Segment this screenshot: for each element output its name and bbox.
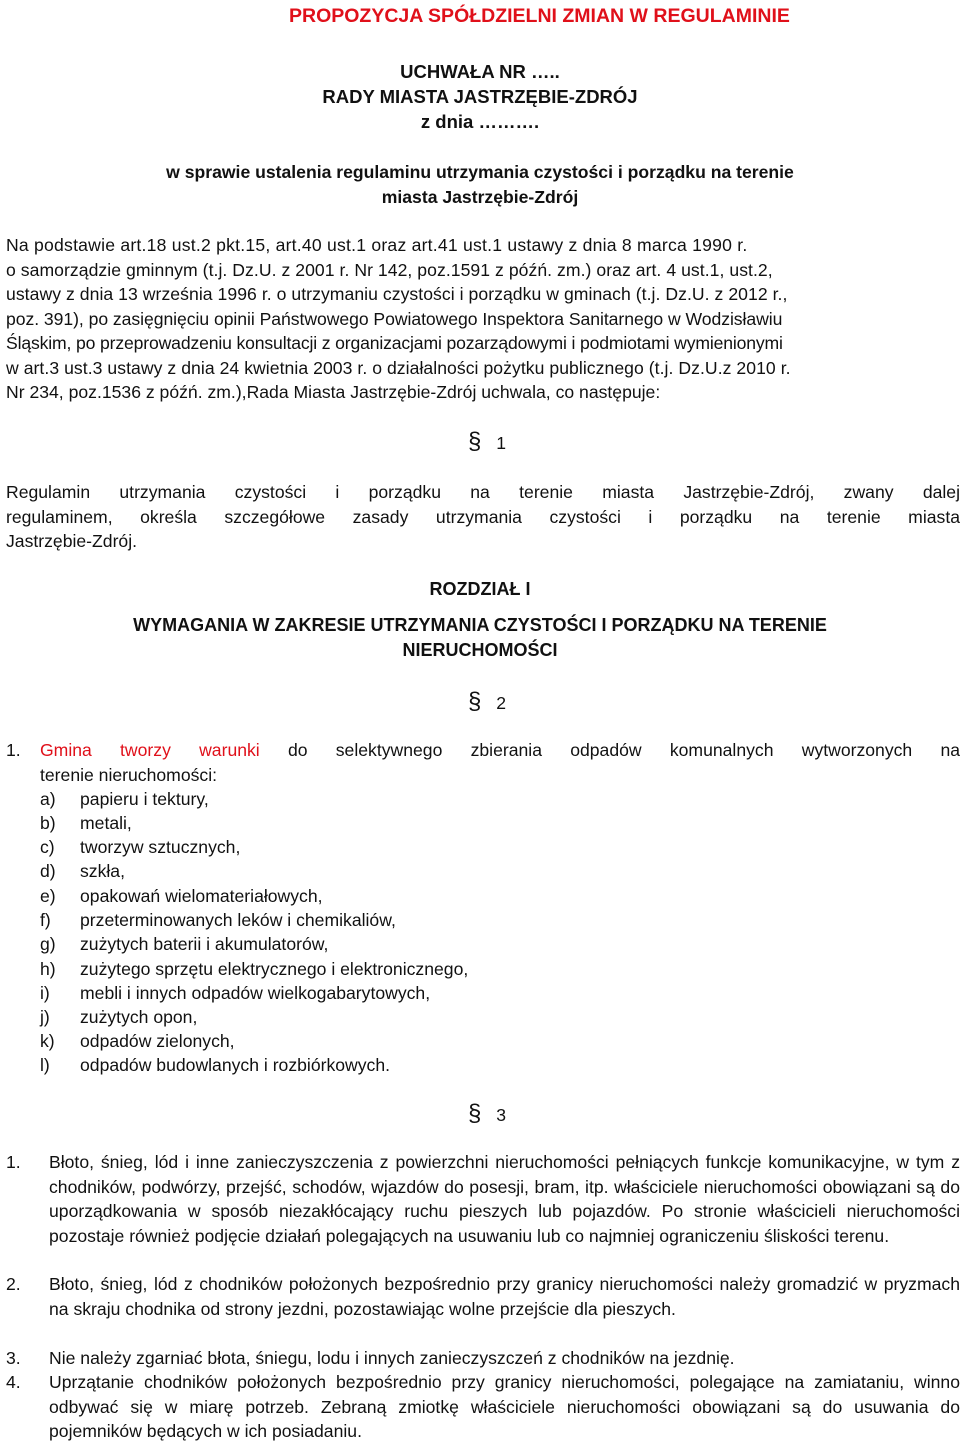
list-letter: b) — [40, 813, 56, 833]
list-letter: i) — [40, 983, 50, 1003]
list-text: odpadów budowlanych i rozbiórkowych. — [80, 1055, 391, 1075]
section-1-line: Regulamin utrzymania czystości i porządku na terenie miasta Jastrzębie-Zdrój, zwany dalej — [6, 482, 960, 502]
legal-basis-line: poz. 391), po zasięgnięciu opinii Państwowego Powiatowego Inspektora Sanitarnego w Wodzisławiu — [6, 308, 783, 329]
legal-basis-line: o samorządzie gminnym (t.j. Dz.U. z 2001 r. Nr 142, poz.1591 z późń. zm.) oraz art. 4 ust.1, ust.2, — [6, 259, 773, 280]
list-text: opakowań wielomateriałowych, — [80, 886, 323, 906]
list-letter: f) — [40, 910, 51, 930]
legal-basis-paragraph — [6, 233, 960, 405]
list-item — [6, 787, 946, 811]
list-text: szkła, — [80, 861, 125, 881]
resolution-date: z dnia ………. — [420, 111, 540, 132]
list-text: zużytych baterii i akumulatorów, — [80, 934, 329, 954]
section-1-line: Jastrzębie-Zdrój. — [6, 531, 138, 551]
list-item — [6, 932, 946, 956]
section-sign-icon: § — [468, 428, 482, 455]
legal-basis-line: ustawy z dnia 13 września 1996 r. o utrzymaniu czystości i porządku w gminach (t.j. Dz.U. z 2012 r., — [6, 284, 788, 304]
section-2-item-1 — [6, 738, 960, 788]
list-letter: d) — [40, 861, 56, 881]
item-number: 1. — [6, 1152, 21, 1172]
subject-line-1: w sprawie ustalenia regulaminu utrzymania czystości i porządku na terenie — [166, 162, 794, 182]
section-1-line: regulaminem, określa szczegółowe zasady utrzymania czystości i porządku na terenie miasta — [6, 506, 960, 527]
list-item — [6, 859, 946, 883]
chapter-heading-line-1: WYMAGANIA W ZAKRESIE UTRZYMANIA CZYSTOŚCI I PORZĄDKU NA TERENIE — [133, 615, 827, 635]
list-item — [6, 811, 946, 835]
list-letter: k) — [40, 1031, 55, 1051]
item-text: Błoto, śnieg, lód z chodników położonych bezpośrednio przy granicy nieruchomości należy gromadzić w pryzmach na skraju chodnika od strony jezdni, pozostawiając wolne przejście dla pieszych. — [49, 1274, 960, 1319]
item-text: Uprzątanie chodników położonych bezpośrednio przy granicy nieruchomości, polegające na zamiataniu, winno odbywać się w miarę potrzeb. Zebraną zmiotkę właściciele nieruchomości obowiązani są do usuwania do pojemników będących w ich posiadaniu. — [49, 1372, 960, 1441]
list-letter: e) — [40, 886, 56, 906]
item-number: 3. — [6, 1348, 21, 1368]
section-number: 2 — [496, 693, 507, 713]
legal-basis-line: Śląskim, po przeprowadzeniu konsultacji z organizacjami pozarządowymi i podmiotami wymienionymi — [6, 333, 783, 353]
list-letter: g) — [40, 934, 56, 954]
list-item — [6, 835, 946, 859]
section-number: 1 — [496, 433, 507, 453]
item-number: 1. — [6, 740, 21, 760]
list-item — [6, 957, 946, 981]
section-1-paragraph — [6, 480, 960, 554]
section-3-item — [6, 1150, 960, 1248]
item-number: 4. — [6, 1372, 21, 1392]
item-text: Nie należy zgarniać błota, śniegu, lodu i innych zanieczyszczeń z chodników na jezdnię. — [49, 1348, 735, 1368]
list-item — [6, 1053, 946, 1077]
section-sign-icon: § — [468, 688, 482, 715]
list-text: metali, — [80, 813, 132, 833]
item-text: Błoto, śnieg, lód i inne zanieczyszczenia z powierzchni nieruchomości pełniących funkcje komunikacyjne, w tym z chodników, podwórzy, przejść, schodów, wjazdów do posesji, bram, itp. właściciele nieruchomości obowiązani są do uporządkowania w sposób niezakłócający ruchu pieszych lub pojazdów. Po stronie właścicieli nieruchomości pozostaje również podjęcie działań polegających na usuwaniu lub co najmniej ograniczeniu śliskości terenu. — [49, 1152, 960, 1246]
item-first-line — [40, 738, 960, 763]
chapter-title: ROZDZIAŁ I — [429, 579, 531, 599]
item-text: do selektywnego zbierania odpadów komunalnych wytworzonych na — [287, 740, 960, 760]
item-number: 2. — [6, 1274, 21, 1294]
section-3-heading — [468, 1102, 506, 1126]
list-text: zużytych opon, — [80, 1007, 198, 1027]
council-name: RADY MIASTA JASTRZĘBIE-ZDRÓJ — [322, 86, 638, 107]
section-1-heading — [468, 430, 506, 454]
list-letter: h) — [40, 959, 56, 979]
list-text: tworzyw sztucznych, — [80, 837, 241, 857]
proposal-title: PROPOZYCJA SPÓŁDZIELNI ZMIAN W REGULAMINIE — [289, 5, 790, 27]
list-item — [6, 908, 946, 932]
list-item — [6, 981, 946, 1005]
chapter-heading-line-2: NIERUCHOMOŚCI — [402, 640, 558, 660]
section-3-item — [6, 1346, 960, 1371]
section-3-item — [6, 1370, 960, 1444]
section-3-item — [6, 1272, 960, 1321]
section-number: 3 — [496, 1105, 507, 1125]
list-letter: l) — [40, 1055, 50, 1075]
legal-basis-line: Na podstawie art.18 ust.2 pkt.15, art.40 ust.1 oraz art.41 ust.1 ustawy z dnia 8 marca 1990 r. — [6, 235, 748, 255]
list-text: przeterminowanych leków i chemikaliów, — [80, 910, 396, 930]
subject-line-2: miasta Jastrzębie-Zdrój — [381, 187, 579, 207]
legal-basis-line: Nr 234, poz.1536 z późń. zm.),Rada Miasta Jastrzębie-Zdrój uchwala, co następuje: — [6, 382, 661, 402]
list-item — [6, 1005, 946, 1029]
list-text: papieru i tektury, — [80, 789, 209, 809]
item-second-line: terenie nieruchomości: — [40, 765, 218, 785]
list-text: zużytego sprzętu elektrycznego i elektronicznego, — [80, 959, 469, 979]
list-item — [6, 884, 946, 908]
list-text: mebli i innych odpadów wielkogabarytowych, — [80, 983, 431, 1003]
section-2-heading — [468, 690, 506, 714]
list-letter: c) — [40, 837, 55, 857]
resolution-number: UCHWAŁA NR ….. — [400, 61, 560, 82]
highlighted-text: Gmina tworzy warunki — [40, 740, 260, 760]
legal-basis-line: w art.3 ust.3 ustawy z dnia 24 kwietnia 2003 r. o działalności pożytku publicznego (t.j. Dz.U.z 2010 r. — [6, 357, 791, 378]
section-sign-icon: § — [468, 1100, 482, 1127]
list-text: odpadów zielonych, — [80, 1031, 235, 1051]
list-letter: j) — [40, 1007, 50, 1027]
list-item — [6, 1029, 946, 1053]
list-letter: a) — [40, 789, 56, 809]
